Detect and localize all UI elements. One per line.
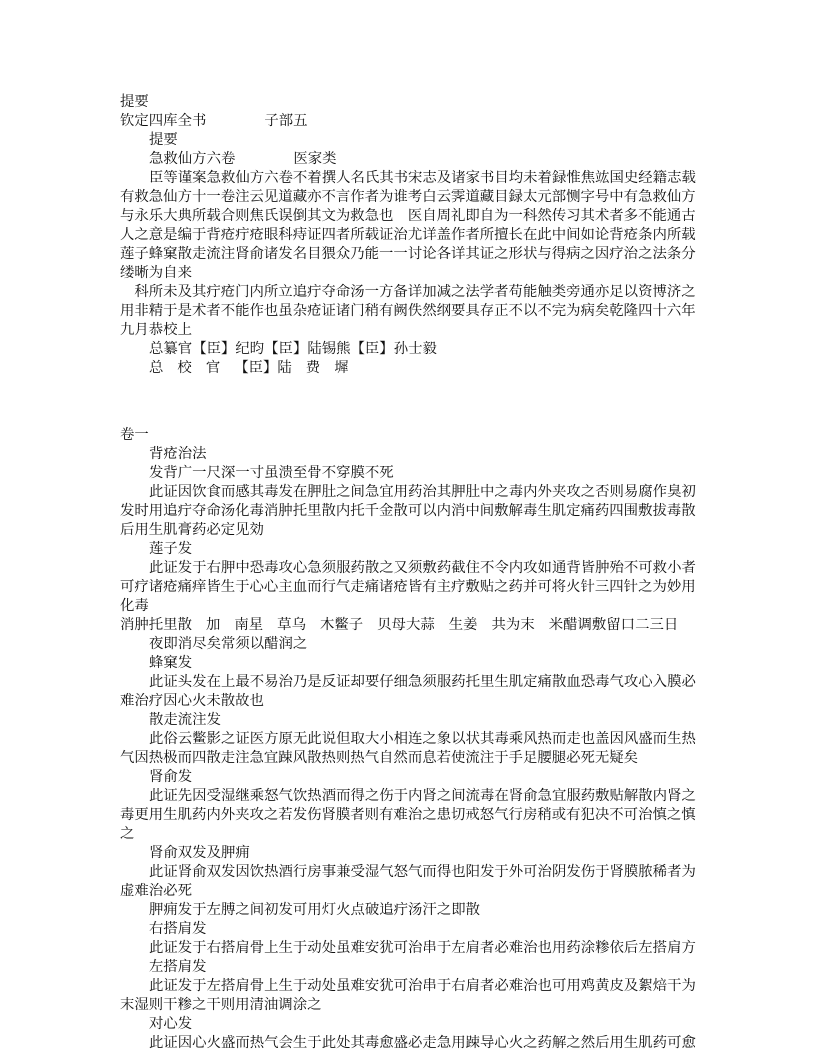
item-text: 此证因饮食而感其毒发在胛肚之间急宜用药治其胛肚中之毒内外夹攻之否则易腐作臭初发时用追疔夺命汤化毒消肿托里散内托千金散可以内消中间敷解毒生肌定痛药四围敷拔毒散后用生肌膏药必定见効 [120,484,696,538]
section-heading: 背疮治法 [149,446,207,462]
formula-part: 米醋调敷留口二三日 [548,617,679,633]
formula-line [120,616,700,635]
collection-line [120,112,700,131]
proofreader-label-char: 校 [177,360,192,376]
formula-part: 生姜 [448,617,478,633]
section-spacer [120,378,700,426]
formula-part: 加 [205,617,221,633]
formula-part: 消肿托里散 [120,617,192,633]
formula-part: 共为末 [491,617,535,633]
item-heading: 肾俞发 [149,769,193,785]
proofreader-label-char: 总 [149,360,164,376]
item-text-after: 胛痈发于左膊之间初发可用灯火点破追疔汤汗之即散 [149,902,480,918]
item-text: 此证发于左搭肩骨上生于动处虽难安犹可治串于右肩者必难治也可用鸡黄皮及絮焙干为末湿则干糁之干则用清油调涂之 [120,978,696,1013]
item-text: 此证发于右胛中恐毒攻心急须服药散之又须敷药截住不令内攻如通背皆肿殆不可救小者可疗诸疮痛痒皆生于心心主血而行气走痛诸疮皆有主疗敷贴之药并可将火针三四针之为妙用化毒 [120,560,696,614]
item-heading: 右搭肩发 [149,921,207,937]
summary-body: 臣等谨案急救仙方六卷不着撰人名氏其书宋志及诸家书目均未着録惟焦竑国史经籍志载有救急仙方十一卷注云见道藏亦不言作者为谁考白云霁道藏目録太元部恻字号中有急救仙方与永乐大典所载合则焦氏误倒其文为救急也 医自周礼即自为一科然传习其术者多不能通古人之意是编于背疮疔疮眼科痔证四者所载证治尤详盖作者所擅长在此中间如论背疮条内所载莲子蜂窠散走流注肾俞诸发名目猥众乃能一一讨论各详其证之形状与得病之因疗治之法条分缕晰为自来 [120,170,696,281]
book-title-line [120,150,700,169]
document-page [120,93,700,1053]
formula-part: 草乌 [277,617,306,633]
formula-part: 南星 [234,617,264,633]
compilers-line [120,340,700,359]
volume-title: 卷一 [120,427,149,443]
compiler-name: 【臣】纪昀 [192,341,265,357]
item-heading: 蜂窠发 [149,655,193,671]
compilers-label: 总纂官 [149,341,193,357]
proofreader-name-prefix: 【臣】陆 [234,360,292,376]
item-heading: 散走流注发 [149,712,221,728]
item-heading: 莲子发 [149,541,193,557]
item-heading: 发背广一尺深一寸虽溃至骨不穿膜不死 [149,465,394,481]
proofreader-line [120,359,700,378]
formula-part: 贝母大蒜 [377,617,435,633]
proofreader-name-char: 费 [305,360,321,376]
compiler-name: 【臣】陆锡熊 [264,341,351,357]
item-heading: 左搭肩发 [149,959,207,975]
summary-heading: 提要 [149,132,178,148]
book-category: 医家类 [293,151,337,167]
proofreader-label-char: 官 [205,360,221,376]
item-heading: 肾俞双发及胛痈 [149,845,250,861]
section-name: 子部五 [264,113,308,129]
item-text: 此证头发在上最不易治乃是反证却要仔细急须服药托里生肌定痛散血恐毒气攻心入膜必难治疗因心火未散故也 [120,674,696,709]
item-text: 此俗云鳖影之证医方原无此说但取大小相连之象以状其毒乘风热而走也盖因风盛而生热气因热极而四散走注急宜踈风散热则热气自然而息若使流注于手足腰腿必死无疑矣 [120,731,696,766]
item-text-after: 夜即消尽矣常须以醋润之 [149,636,308,652]
formula-part: 木鳖子 [319,617,364,633]
compiler-name: 【臣】孙士毅 [350,341,437,357]
book-title: 急救仙方六卷 [149,151,236,167]
item-text: 此证发于右搭肩骨上生于动处虽难安犹可治串于左肩者必难治也用药涂糁依后左搭肩方 [149,940,696,956]
item-text: 此证肾俞双发因饮热酒行房事兼受湿气怒气而得也阳发于外可治阴发伤于肾膜脓稀者为虚难治必死 [120,864,696,899]
doc-title: 提要 [120,94,149,110]
item-heading: 对心发 [149,1016,193,1032]
item-text: 此证因心火盛而热气会生于此处其毒愈盛必走急用踈导心火之药解之然后用生肌药可愈 [149,1035,696,1051]
item-text: 此证先因受湿继乘怒气饮热酒而得之伤于内肾之间流毒在肾俞急宜服药敷贴解散内肾之毒更用生肌药内外夹攻之若发伤肾膜者则有难治之患切戒怒气行房稍或有犯决不可治慎之慎之 [120,788,696,842]
proofreader-name-char: 墀 [334,360,349,376]
collection-name: 钦定四库全书 [120,113,207,129]
summary-body-continued: 科所未及其疔疮门内所立追疔夺命汤一方备详加减之法学者苟能触类旁通亦足以资博济之用非精于是术者不能作也虽杂疮证诸门稍有阙佚然纲要具存正不以不完为病矣乾隆四十六年九月恭校上 [120,284,696,338]
